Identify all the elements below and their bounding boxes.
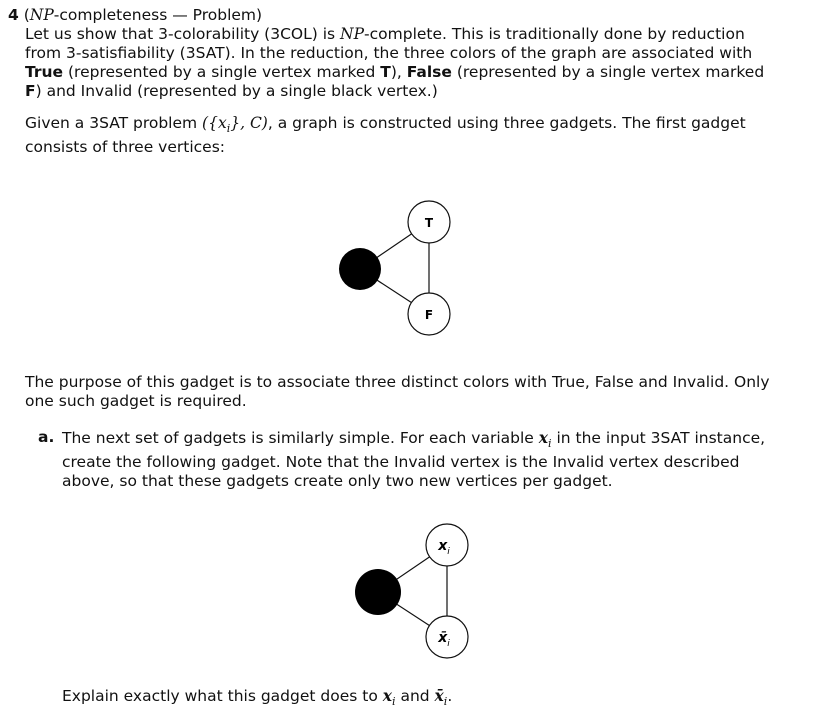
given-math-1: ({x (202, 114, 227, 132)
true-word: True (25, 63, 64, 81)
intro-text-2: -complete. This is traditionally done by reduction from 3-satisfiability (3SAT). In the reduction, the three colors of the graph are associated with (25, 25, 753, 62)
problem-number: 4 (8, 6, 19, 24)
heading-np: NP (29, 6, 54, 24)
explain-paragraph (62, 686, 782, 711)
purpose-paragraph: The purpose of this gadget is to associate three distinct colors with True, False and Invalid. Only one such gadget is required. (25, 373, 770, 410)
intro-text-3: (represented by a single vertex marked (63, 63, 381, 81)
part-a-paragraph (62, 428, 782, 491)
f-vertex-label: F (424, 308, 434, 322)
intro-text-5: (represented by a single vertex marked (451, 63, 765, 81)
t-vertex-label: T (424, 216, 434, 230)
part-a-label: a. (38, 428, 55, 446)
part-a-var-sub: i (548, 437, 552, 451)
intro-text-1: Let us show that 3-colorability (3COL) is (25, 25, 341, 43)
explain-x: x (382, 686, 392, 705)
intro-paragraph (25, 25, 785, 101)
given-math-sub: i (226, 122, 231, 136)
explain-end: . (447, 687, 453, 705)
given-paragraph (25, 114, 785, 157)
problem-heading (8, 6, 798, 25)
gadget-1-diagram (320, 190, 470, 340)
explain-xbar: x̄ (434, 686, 444, 705)
explain-x-sub: i (391, 695, 396, 709)
heading-open-paren: ( (23, 6, 30, 24)
x-vertex-label: $x_i$ (438, 538, 450, 557)
intro-text-4: ), (390, 63, 407, 81)
heading-rest: -completeness — Problem) (53, 6, 263, 24)
f-letter: F (25, 82, 36, 100)
invalid-vertex (355, 569, 401, 615)
t-letter: T (380, 63, 391, 81)
intro-text-6: ) and Invalid (represented by a single black vertex.) (35, 82, 438, 100)
false-word: False (406, 63, 452, 81)
xbar-vertex-label: $x̄_i$ (438, 630, 450, 649)
gadget-2-diagram (340, 515, 490, 665)
intro-np: NP (340, 25, 365, 43)
part-a-text-2: in the input 3SAT instance, create the following gadget. Note that the Invalid vertex is the Invalid vertex described above, so that these gadgets create only two new vertices per gadget. (62, 429, 766, 491)
part-a-var: x (538, 428, 548, 447)
given-math-2: }, C) (230, 114, 268, 132)
given-text-2: , a graph is constructed using three gadgets. The first gadget consists of three vertices: (25, 114, 746, 157)
invalid-vertex (339, 248, 381, 290)
explain-and: and (395, 687, 435, 705)
part-a-text-1: The next set of gadgets is similarly simple. For each variable (62, 429, 539, 447)
given-text-1: Given a 3SAT problem (25, 114, 203, 132)
explain-text-1: Explain exactly what this gadget does to (62, 687, 383, 705)
explain-xbar-sub: i (443, 695, 448, 709)
